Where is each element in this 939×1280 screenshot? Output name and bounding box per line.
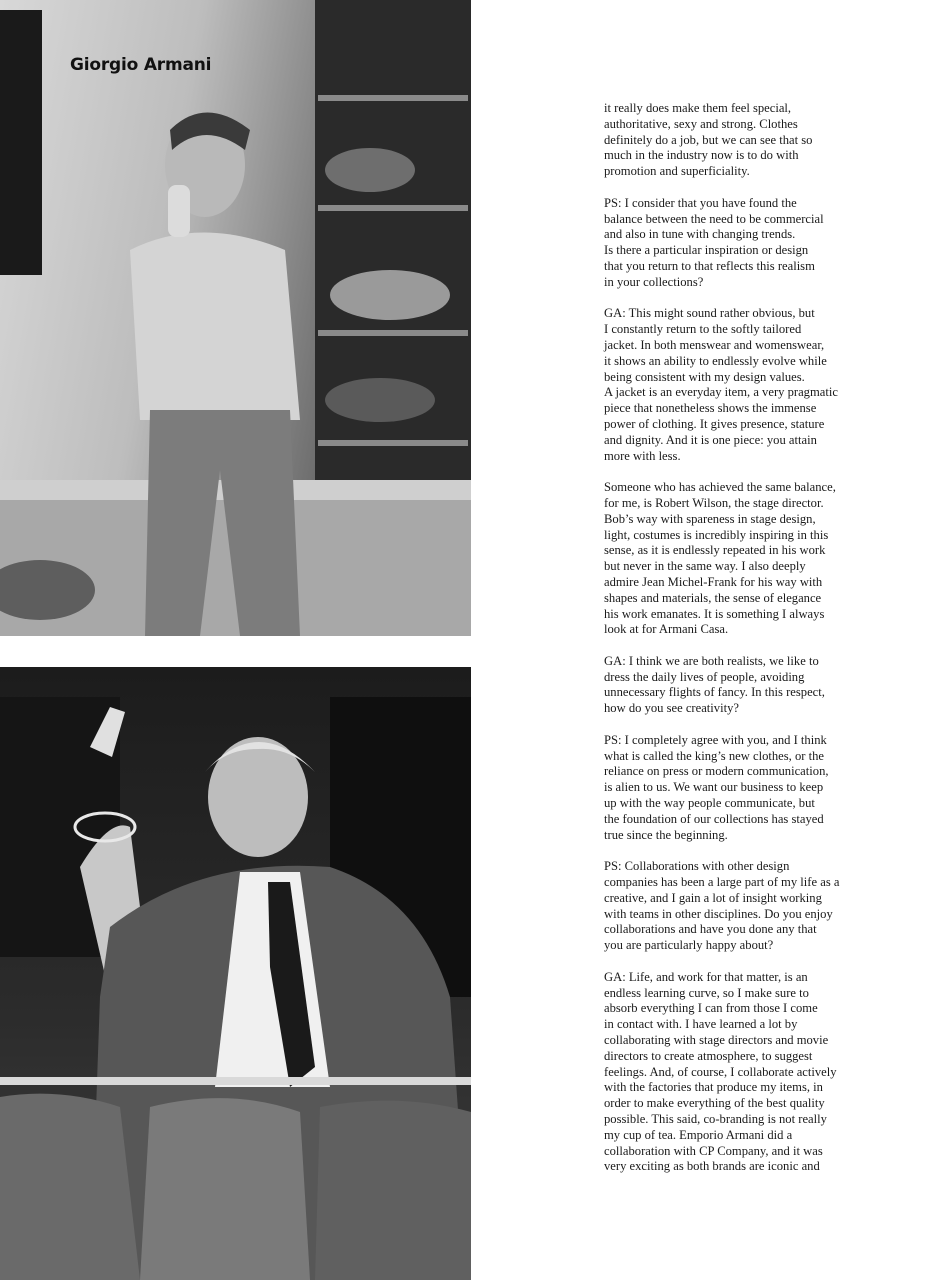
article-paragraph <box>604 101 864 180</box>
article-line: authoritative, sexy and strong. Clothes <box>604 116 798 131</box>
article-line: in contact with. I have learned a lot by <box>604 1017 798 1032</box>
article-line: and also in tune with changing trends. <box>604 227 796 242</box>
article-line: absorb everything I can from those I come <box>604 1001 818 1016</box>
article-line: companies has been a large part of my life as a <box>604 875 840 890</box>
article-line: shapes and materials, the sense of elegance <box>604 590 822 605</box>
article-line: possible. This said, co-branding is not really <box>604 1112 827 1126</box>
article-line: but never in the same way. I also deeply <box>604 559 806 574</box>
article-line: his work emanates. It is something I always <box>604 606 825 621</box>
article-paragraph <box>604 480 864 638</box>
article-line: reliance on press or modern communication, <box>604 764 829 779</box>
article-line: Someone who has achieved the same balance, <box>604 480 836 495</box>
article-paragraph <box>604 196 864 291</box>
article-paragraph <box>604 306 864 464</box>
article-line: with the factories that produce my items, in <box>604 1080 823 1095</box>
article-line: the foundation of our collections has stayed <box>604 811 824 826</box>
article-line: my cup of tea. Emporio Armani did a <box>604 1127 793 1142</box>
article-line: what is called the king’s new clothes, or the <box>604 748 824 763</box>
article-line: promotion and superficiality. <box>604 164 750 179</box>
article-line: creative, and I gain a lot of insight working <box>604 890 822 905</box>
article-line: that you return to that reflects this realism <box>604 258 815 273</box>
article-line: being consistent with my design values. <box>604 369 805 384</box>
article-line: A jacket is an everyday item, a very pragmatic <box>604 385 838 400</box>
article-line: jacket. In both menswear and womenswear, <box>604 337 825 352</box>
article-line: look at for Armani Casa. <box>604 622 729 637</box>
article-line: GA: Life, and work for that matter, is an <box>604 969 808 984</box>
article-line: very exciting as both brands are iconic and <box>604 1159 820 1174</box>
article-line: dress the daily lives of people, avoiding <box>604 669 805 684</box>
photo-armani-on-phone <box>0 0 471 636</box>
article-paragraph <box>604 970 864 1175</box>
article-line: PS: I consider that you have found the <box>604 195 797 210</box>
article-line: is alien to us. We want our business to keep <box>604 780 824 795</box>
article-line: PS: Collaborations with other design <box>604 859 790 874</box>
article-line: light, costumes is incredibly inspiring in this <box>604 527 829 542</box>
article-line: endless learning curve, so I make sure to <box>604 985 809 1000</box>
article-line: in your collections? <box>604 274 704 289</box>
article-line: GA: I think we are both realists, we like to <box>604 653 819 668</box>
article-line: more with less. <box>604 448 681 463</box>
article-line: it really does make them feel special, <box>604 101 792 115</box>
article-line: piece that nonetheless shows the immense <box>604 401 817 416</box>
article-paragraph <box>604 654 864 717</box>
article-line: for me, is Robert Wilson, the stage director. <box>604 495 824 510</box>
article-line: unnecessary flights of fancy. In this respect, <box>604 685 825 700</box>
article-line: admire Jean Michel-Frank for his way with <box>604 574 823 589</box>
photo-icon <box>0 0 471 636</box>
article-line: collaborations and have you done any that <box>604 922 817 937</box>
article-line: how do you see creativity? <box>604 701 739 716</box>
article-line: it shows an ability to endlessly evolve while <box>604 353 827 368</box>
article-line: and dignity. And it is one piece: you attain <box>604 432 817 447</box>
article-line: sense, as it is endlessly repeated in his work <box>604 543 826 558</box>
article-line: collaborating with stage directors and movie <box>604 1033 829 1048</box>
article-line: power of clothing. It gives presence, stature <box>604 416 825 431</box>
article-paragraph <box>604 859 864 954</box>
article-body <box>604 101 864 1191</box>
article-line: PS: I completely agree with you, and I think <box>604 732 827 747</box>
article-line: Bob’s way with spareness in stage design, <box>604 511 816 526</box>
article-line: much in the industry now is to do with <box>604 148 799 163</box>
article-line: GA: This might sound rather obvious, but <box>604 306 815 321</box>
article-line: with teams in other disciplines. Do you enjoy <box>604 906 833 921</box>
article-line: collaboration with CP Company, and it was <box>604 1143 823 1158</box>
article-line: Is there a particular inspiration or design <box>604 243 809 258</box>
article-line: true since the beginning. <box>604 827 728 842</box>
article-line: you are particularly happy about? <box>604 938 774 953</box>
photo-icon <box>0 667 471 1280</box>
article-line: feelings. And, of course, I collaborate actively <box>604 1064 837 1079</box>
article-line: balance between the need to be commercial <box>604 211 824 226</box>
article-paragraph <box>604 733 864 844</box>
photo-caption: Giorgio Armani <box>70 55 212 75</box>
article-line: order to make everything of the best quality <box>604 1096 825 1111</box>
article-line: directors to create atmosphere, to suggest <box>604 1048 813 1063</box>
article-line: definitely do a job, but we can see that so <box>604 132 813 147</box>
article-line: I constantly return to the softly tailored <box>604 322 802 337</box>
article-line: up with the way people communicate, but <box>604 796 815 811</box>
photo-armani-with-glasses <box>0 667 471 1280</box>
